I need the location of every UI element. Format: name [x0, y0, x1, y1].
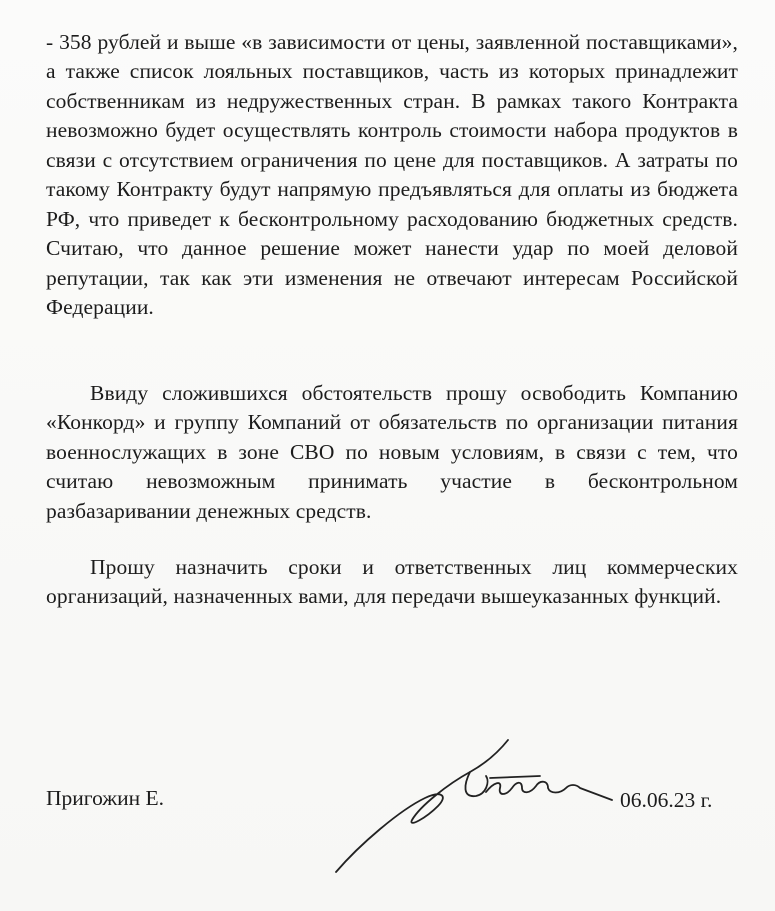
signer-name: Пригожин Е.	[46, 786, 165, 810]
paragraph-assign-responsible: Прошу назначить сроки и ответственных лиц коммерческих организаций, назначенных вами, для передачи вышеуказанных функций.	[46, 554, 738, 608]
signature-icon	[330, 732, 630, 882]
paragraph-release-request: Ввиду сложившихся обстоятельств прошу освободить Компанию «Конкорд» и группу Компаний от обязательств по организации питания военнослужащих в зоне СВО по новым условиям, в связи с тем, что считаю невозможным принимать участие в бесконтрольном разбазаривании денежных средств.	[46, 380, 738, 523]
paragraph-cost-control: - 358 рублей и выше «в зависимости от цены, заявленной поставщиками», а также список лояльных поставщиков, часть из которых принадлежит собственникам из недружественных стран. В рамках такого Контракта невозможно будет осуществлять контроль стоимости набора продуктов в связи с отсутствием ограничения по цене для поставщиков. А затраты по такому Контракту будут напрямую предъявляться для оплаты из бюджета РФ, что приведет к бесконтрольному расходованию бюджетных средств. Считаю, что данное решение может нанести удар по моей деловой репутации, так как эти изменения не отвечают интересам Российской Федерации.	[46, 29, 738, 319]
document-date: 06.06.23 г.	[620, 788, 713, 812]
